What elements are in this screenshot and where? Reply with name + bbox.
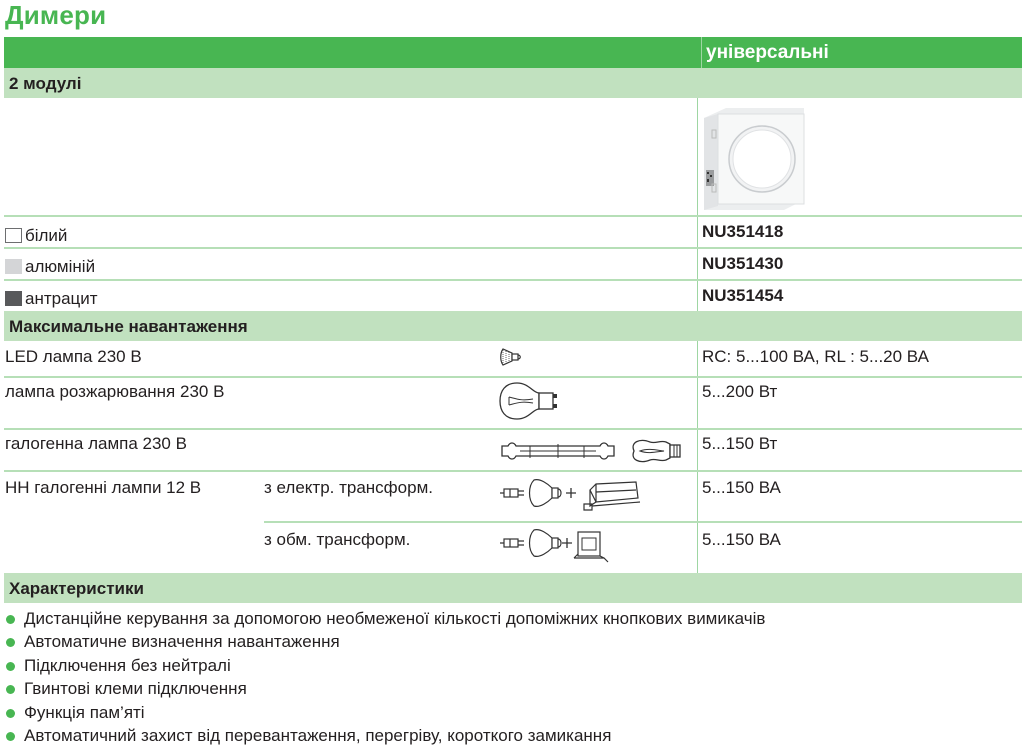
bullet-icon xyxy=(6,615,15,624)
row-divider xyxy=(4,470,1022,472)
load-type-led: LED лампа 230 В xyxy=(5,347,142,366)
row-divider xyxy=(4,279,1022,281)
feature-item: Автоматичне визначення навантаження xyxy=(4,630,765,653)
bullet-icon xyxy=(6,662,15,671)
feature-item: Функція пам’яті xyxy=(4,701,765,724)
halogen-lamp-icon xyxy=(500,436,692,471)
lv-halogen-electronic-transformer-icon xyxy=(500,478,644,519)
product-code-white: NU351418 xyxy=(702,222,784,241)
load-type-halogen: галогенна лампа 230 В xyxy=(5,434,187,453)
load-sub-wound-transformer: з обм. трансформ. xyxy=(264,530,411,549)
row-divider xyxy=(4,428,1022,430)
load-value-electronic-transformer: 5...150 ВА xyxy=(702,478,781,497)
bullet-icon xyxy=(6,685,15,694)
load-type-incandescent: лампа розжарювання 230 В xyxy=(5,382,225,401)
feature-item: Підключення без нейтралі xyxy=(4,654,765,677)
dimmer-module-image xyxy=(700,104,808,212)
section-features: Характеристики xyxy=(4,573,1022,603)
load-value-wound-transformer: 5...150 ВА xyxy=(702,530,781,549)
color-swatch-anthracite xyxy=(5,291,22,306)
color-swatch-white xyxy=(5,228,22,243)
row-divider xyxy=(4,376,1022,378)
feature-item: Автоматичний захист від перевантаження, перегріву, короткого замикання xyxy=(4,724,765,746)
row-divider xyxy=(4,215,1022,217)
variant-white: білий xyxy=(5,226,67,246)
feature-item: Дистанційне керування за допомогою необмеженої кількості допоміжних кнопкових вимикачів xyxy=(4,607,765,630)
load-sub-electronic-transformer: з електр. трансформ. xyxy=(264,478,433,497)
features-list xyxy=(4,607,765,746)
row-divider xyxy=(264,521,1022,523)
bullet-icon xyxy=(6,732,15,741)
section-modules: 2 модулі xyxy=(4,68,1022,98)
incandescent-bulb-icon xyxy=(499,381,563,426)
load-type-lv-halogen: НН галогенні лампи 12 В xyxy=(5,478,202,497)
variant-aluminium: алюміній xyxy=(5,257,95,277)
table-header xyxy=(4,37,1022,68)
product-code-aluminium: NU351430 xyxy=(702,254,784,273)
lv-halogen-wound-transformer-icon xyxy=(500,528,620,569)
feature-item: Гвинтові клеми підключення xyxy=(4,677,765,700)
load-value-led: RC: 5...100 ВА, RL : 5...20 ВА xyxy=(702,347,929,366)
color-swatch-aluminium xyxy=(5,259,22,274)
load-value-halogen: 5...150 Вт xyxy=(702,434,778,453)
product-code-anthracite: NU351454 xyxy=(702,286,784,305)
variant-anthracite: антрацит xyxy=(5,289,98,309)
bullet-icon xyxy=(6,709,15,718)
bullet-icon xyxy=(6,638,15,647)
led-lamp-icon xyxy=(500,347,526,372)
section-max-load: Максимальне навантаження xyxy=(4,311,1022,341)
page-title: Димери xyxy=(5,0,107,30)
column-label-universal: універсальні xyxy=(701,37,829,68)
load-value-incandescent: 5...200 Вт xyxy=(702,382,778,401)
row-divider xyxy=(4,247,1022,249)
